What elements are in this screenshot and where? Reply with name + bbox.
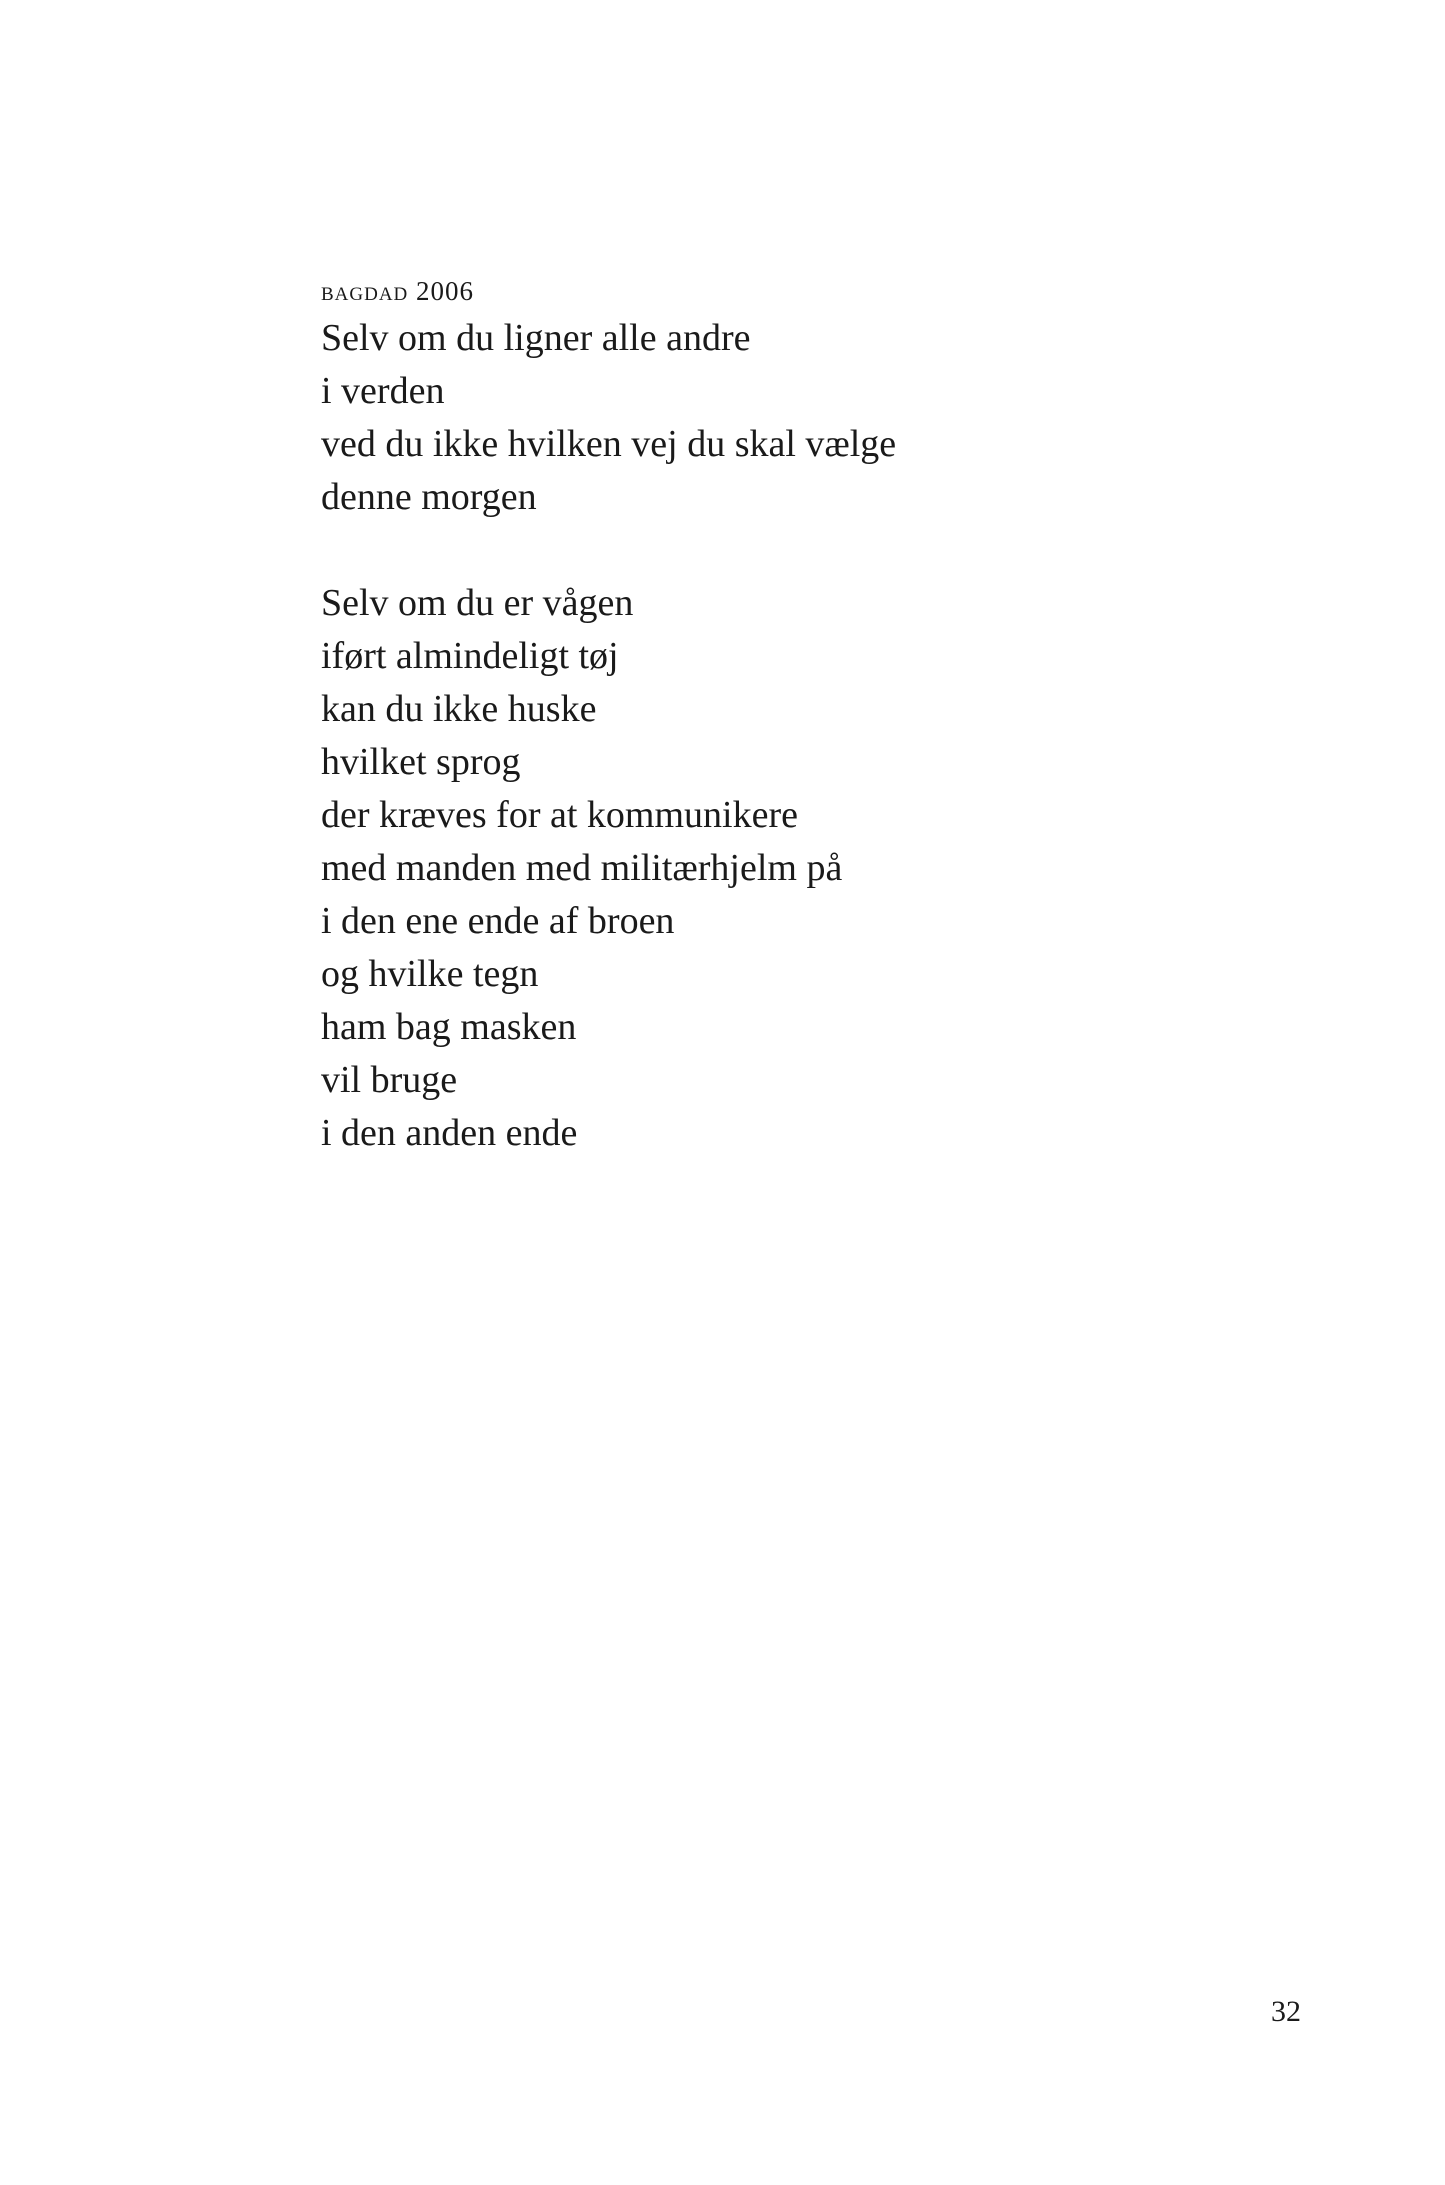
poem-line: Selv om du ligner alle andre bbox=[321, 317, 751, 359]
poem-line: i den ene ende af broen bbox=[321, 900, 675, 942]
poem-line: denne morgen bbox=[321, 476, 537, 518]
stanza-2 bbox=[321, 577, 1221, 1160]
page-number: 32 bbox=[1271, 1995, 1301, 2028]
poem-line: og hvilke tegn bbox=[321, 953, 539, 995]
poem-line: Selv om du er vågen bbox=[321, 582, 634, 624]
poem-line: ham bag masken bbox=[321, 1006, 577, 1048]
poem-line: vil bruge bbox=[321, 1059, 458, 1101]
poem-line: ved du ikke hvilken vej du skal vælge bbox=[321, 423, 897, 465]
poem bbox=[321, 273, 1221, 1160]
poem-line: med manden med militærhjelm på bbox=[321, 847, 843, 889]
poem-line: i den anden ende bbox=[321, 1112, 578, 1154]
poem-line: iført almindeligt tøj bbox=[321, 635, 619, 677]
poem-line: kan du ikke huske bbox=[321, 688, 597, 730]
poem-line: hvilket sprog bbox=[321, 741, 521, 783]
stanza-1 bbox=[321, 312, 1221, 524]
poem-line: i verden bbox=[321, 370, 445, 412]
poem-line: der kræves for at kommunikere bbox=[321, 794, 798, 836]
poem-title: bagdad 2006 bbox=[321, 276, 475, 306]
